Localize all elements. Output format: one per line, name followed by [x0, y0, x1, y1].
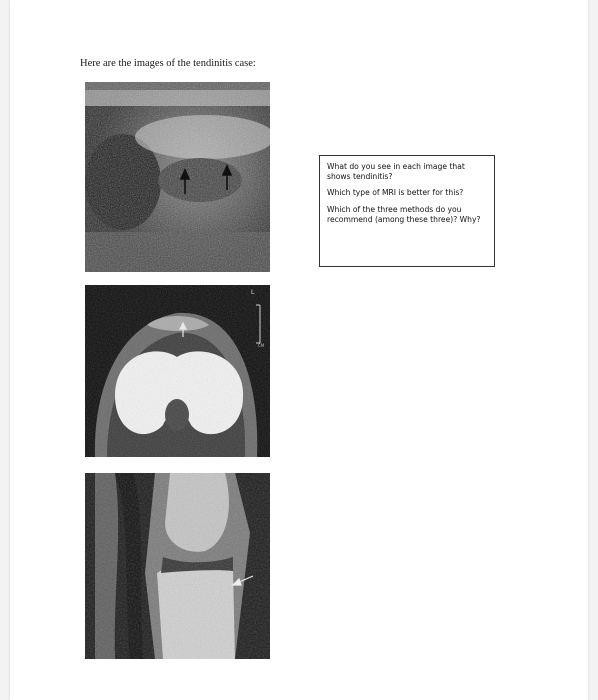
- ct-icon: [85, 285, 270, 457]
- question-1: What do you see in each image that shows tendinitis?: [327, 162, 465, 182]
- document-heading: Here are the images of the tendinitis case:: [80, 58, 256, 69]
- ultrasound-image: [85, 82, 270, 272]
- question-3: Which of the three methods do you recommend (among these three)? Why?: [327, 204, 481, 224]
- ct-orientation-mark: L: [251, 289, 255, 296]
- mri-icon: [85, 473, 270, 659]
- ct-scale-mark: CM: [258, 343, 265, 348]
- sagittal-mri-knee-image: [85, 473, 270, 659]
- document-page: [10, 0, 588, 700]
- axial-ct-knee-image: [85, 285, 270, 457]
- questions-box: [319, 155, 495, 267]
- ultrasound-icon: [85, 82, 270, 272]
- question-2: Which type of MRI is better for this?: [327, 188, 464, 198]
